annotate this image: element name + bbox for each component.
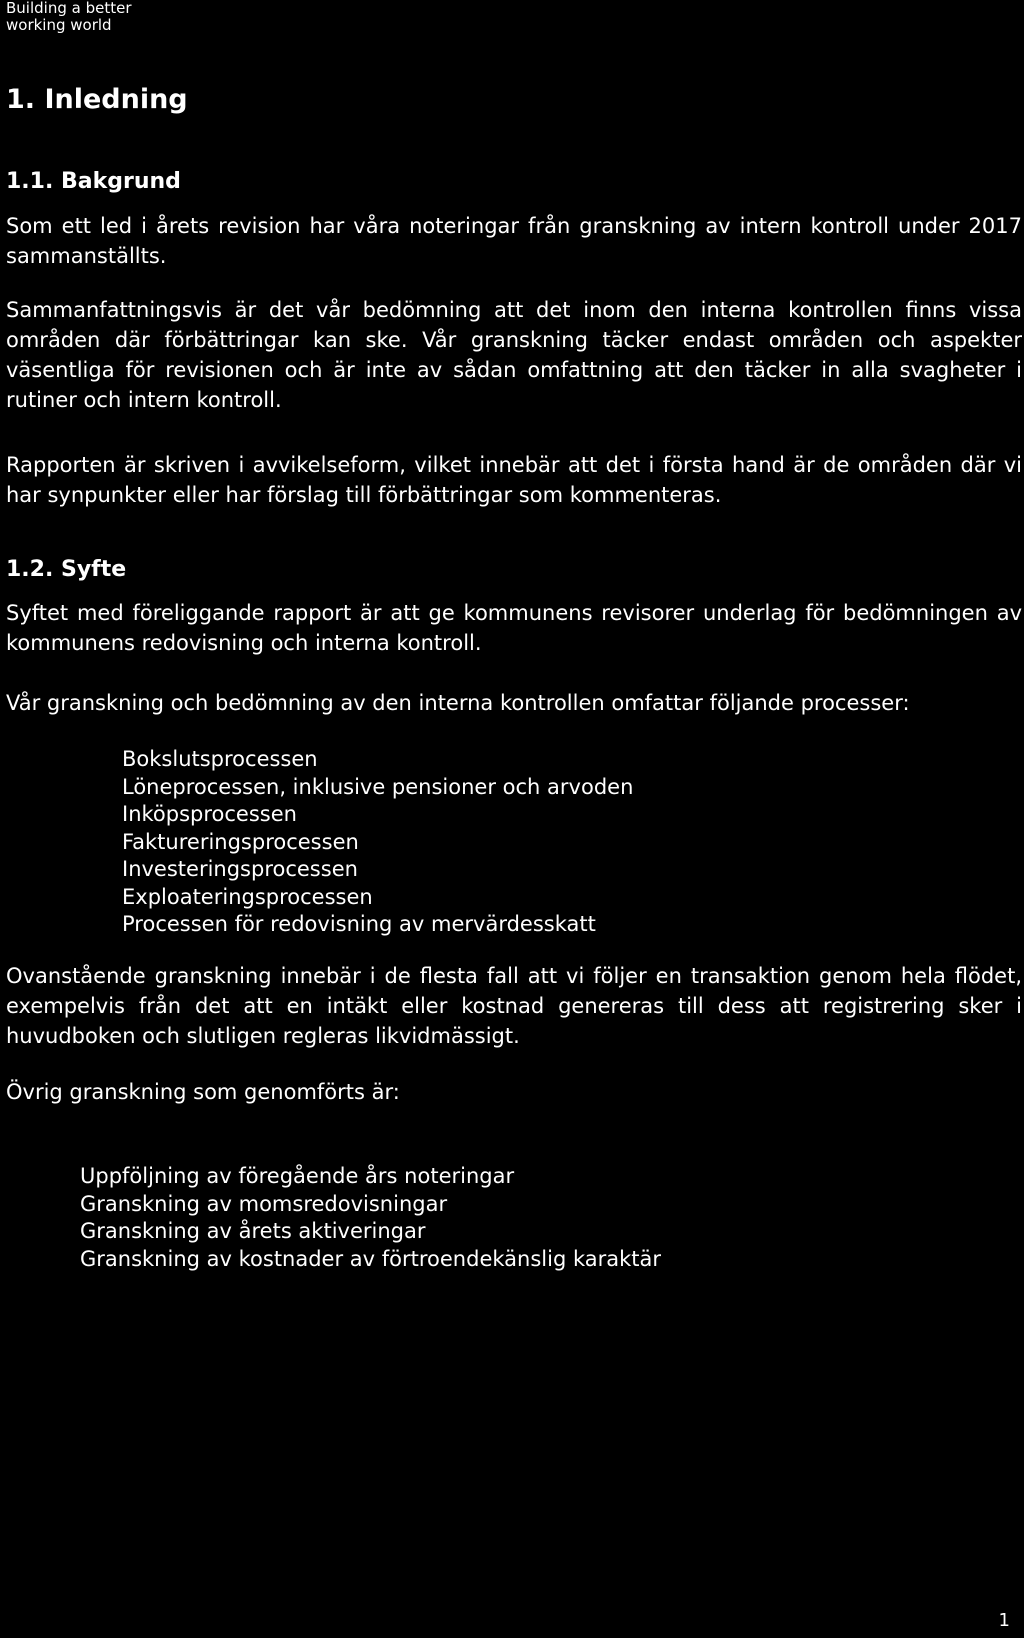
subsection-heading-syfte: 1.2. Syfte — [6, 557, 127, 582]
paragraph-bakgrund-3: Rapporten är skriven i avvikelseform, vilket innebär att det i första hand är de områden där vi har synpunkter eller har förslag till förbättringar som kommenteras. — [6, 453, 1022, 507]
list-item: Bokslutsprocessen — [122, 747, 318, 771]
section-heading: 1. Inledning — [6, 84, 188, 115]
paragraph-transaction-flow: Ovanstående granskning innebär i de flesta fall att vi följer en transaktion genom hela flödet, exempelvis från det att en intäkt eller kostnad genereras till dess att registrering sker i huvudboken och slutligen regleras likvidmässigt. — [6, 964, 1022, 1048]
subsection-heading-bakgrund: 1.1. Bakgrund — [6, 169, 181, 194]
page-number: 1 — [998, 1610, 1010, 1631]
other-review-list — [80, 1163, 661, 1273]
process-list — [122, 746, 633, 939]
list-item: Investeringsprocessen — [122, 857, 358, 881]
list-item: Granskning av momsredovisningar — [80, 1191, 448, 1216]
brand-tagline-line2: working world — [6, 16, 112, 34]
paragraph-bakgrund-2: Sammanfattningsvis är det vår bedömning att det inom den interna kontrollen finns vissa områden där förbättringar kan ske. Vår granskning täcker endast områden och aspekter väsentliga för revisionen och är inte av sådan omfattning att den täcker in alla svagheter i rutiner och intern kontroll. — [6, 298, 1022, 412]
list-item: Processen för redovisning av mervärdesskatt — [122, 912, 596, 936]
list-item: Granskning av kostnader av förtroendekänslig karaktär — [80, 1246, 662, 1271]
list-item: Löneprocessen, inklusive pensioner och arvoden — [122, 774, 634, 799]
paragraph-syfte-1: Syftet med föreliggande rapport är att ge kommunens revisorer underlag för bedömningen av kommunens redovisning och interna kontroll. — [6, 601, 1022, 655]
paragraph-other-review: Övrig granskning som genomförts är: — [6, 1080, 400, 1104]
list-item: Exploateringsprocessen — [122, 884, 373, 909]
paragraph-syfte-2: Vår granskning och bedömning av den interna kontrollen omfattar följande processer: — [6, 691, 910, 715]
paragraph-bakgrund-1: Som ett led i årets revision har våra noteringar från granskning av intern kontroll under 2017 sammanställts. — [6, 214, 1022, 268]
list-item: Granskning av årets aktiveringar — [80, 1219, 426, 1243]
list-item: Faktureringsprocessen — [122, 829, 359, 854]
list-item: Uppföljning av föregående års noteringar — [80, 1164, 515, 1188]
brand-tagline — [6, 0, 132, 34]
list-item: Inköpsprocessen — [122, 802, 297, 826]
brand-tagline-line1: Building a better — [6, 0, 132, 17]
